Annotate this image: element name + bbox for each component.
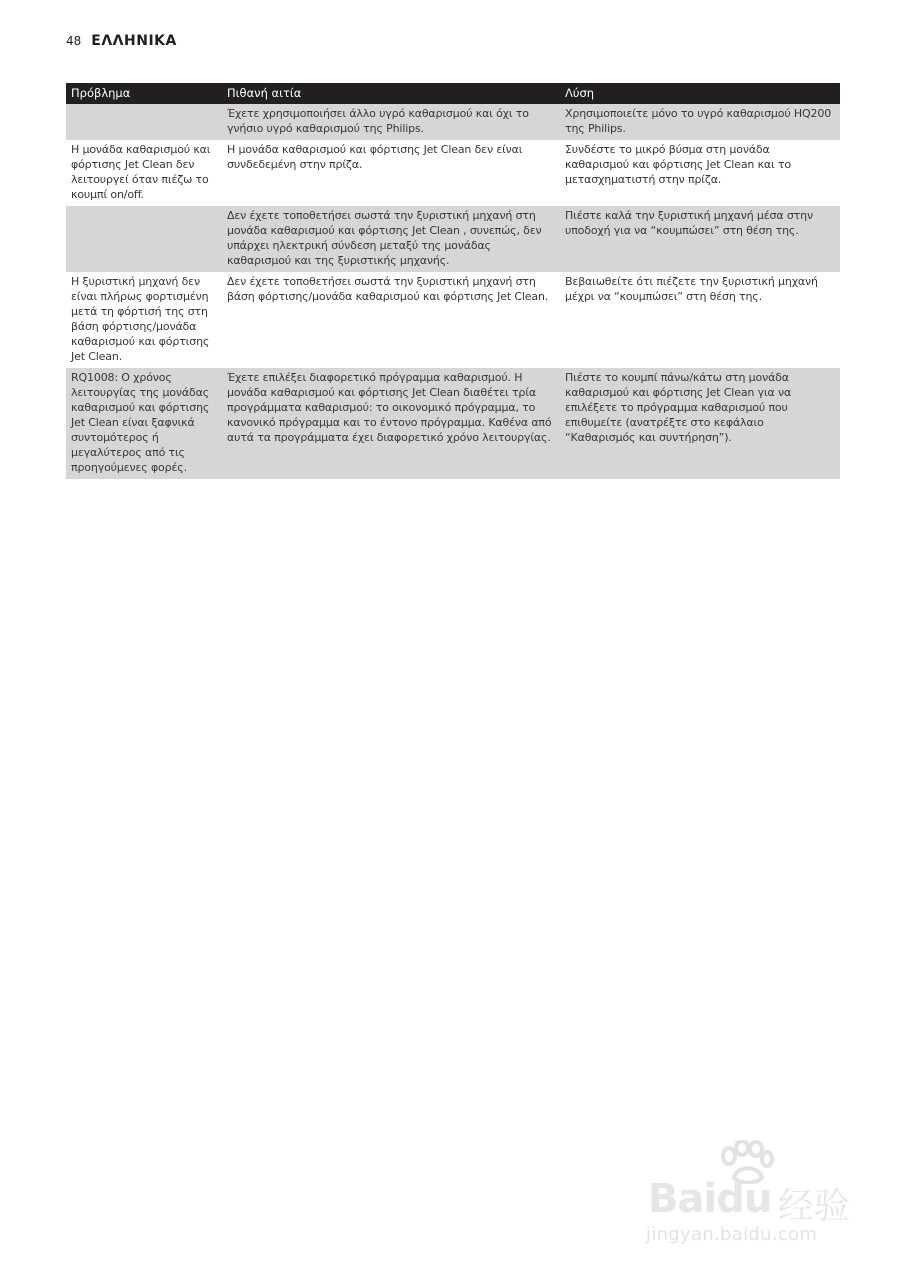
watermark-logo [648,1176,771,1222]
logo-text-bai: Bai [648,1176,717,1222]
page-header [66,33,177,49]
cause-cell: Έχετε χρησιμοποιήσει άλλο υγρό καθαρισμού και όχι το γνήσιο υγρό καθαρισμού της Philips. [222,104,560,140]
problem-cell [66,206,222,272]
table-row [66,272,840,368]
problem-cell [66,104,222,140]
table-header-row [66,83,840,104]
table-row [66,104,840,140]
cause-cell: Η μονάδα καθαρισμού και φόρτισης Jet Clean δεν είναι συνδεδεμένη στην πρίζα. [222,140,560,206]
solution-cell: Συνδέστε το μικρό βύσμα στη μονάδα καθαρισμού και φόρτισης Jet Clean και το μετασχηματιστή στην πρίζα. [560,140,840,206]
column-header-solution: Λύση [560,83,840,104]
baidu-watermark [640,1140,860,1250]
column-header-cause: Πιθανή αιτία [222,83,560,104]
table-row [66,206,840,272]
solution-cell: Πιέστε το κουμπί πάνω/κάτω στη μονάδα καθαρισμού και φόρτισης Jet Clean για να επιλέξετε το πρόγραμμα καθαρισμού που επιθυμείτε (ανατρέξτε στο κεφάλαιο “Καθαρισμός και συντήρηση”). [560,368,840,479]
cause-cell: Δεν έχετε τοποθετήσει σωστά την ξυριστική μηχανή στη μονάδα καθαρισμού και φόρτισης Jet Clean , συνεπώς, δεν υπάρχει ηλεκτρική σύνδεση μεταξύ της μονάδας καθαρισμού και της ξυριστικής μηχανής. [222,206,560,272]
solution-cell: Χρησιμοποιείτε μόνο το υγρό καθαρισμού HQ200 της Philips. [560,104,840,140]
table-row [66,140,840,206]
watermark-chinese-text: 经验 [778,1186,851,1227]
solution-cell: Πιέστε καλά την ξυριστική μηχανή μέσα στην υποδοχή για να “κουμπώσει” στη θέση της. [560,206,840,272]
troubleshooting-table [66,83,840,479]
problem-cell: RQ1008: Ο χρόνος λειτουργίας της μονάδας καθαρισμού και φόρτισης Jet Clean είναι ξαφνικά συντομότερος ή μεγαλύτερος από τις προηγούμενες φορές. [66,368,222,479]
language-heading: ΕΛΛΗΝΙΚΑ [91,33,177,49]
solution-cell: Βεβαιωθείτε ότι πιέζετε την ξυριστική μηχανή μέχρι να “κουμπώσει” στη θέση της. [560,272,840,368]
cause-cell: Δεν έχετε τοποθετήσει σωστά την ξυριστική μηχανή στη βάση φόρτισης/μονάδα καθαρισμού και φόρτισης Jet Clean. [222,272,560,368]
problem-cell: Η μονάδα καθαρισμού και φόρτισης Jet Clean δεν λειτουργεί όταν πιέζω το κουμπί on/off. [66,140,222,206]
watermark-url: jingyan.baidu.com [646,1224,818,1245]
cause-cell: Έχετε επιλέξει διαφορετικό πρόγραμμα καθαρισμού. Η μονάδα καθαρισμού και φόρτισης Jet Clean διαθέτει τρία προγράμματα καθαρισμού: το οικονομικό πρόγραμμα, το κανονικό πρόγραμμα και το έντονο πρόγραμμα. Καθένα από αυτά τα προγράμματα έχει διαφορετικό χρόνο λειτουργίας. [222,368,560,479]
logo-text-du: du [716,1176,772,1222]
problem-cell: Η ξυριστική μηχανή δεν είναι πλήρως φορτισμένη μετά τη φόρτισή της στη βάση φόρτισης/μονάδα καθαρισμού και φόρτισης Jet Clean. [66,272,222,368]
page-number: 48 [66,34,82,48]
column-header-problem: Πρόβλημα [66,83,222,104]
table-row [66,368,840,479]
